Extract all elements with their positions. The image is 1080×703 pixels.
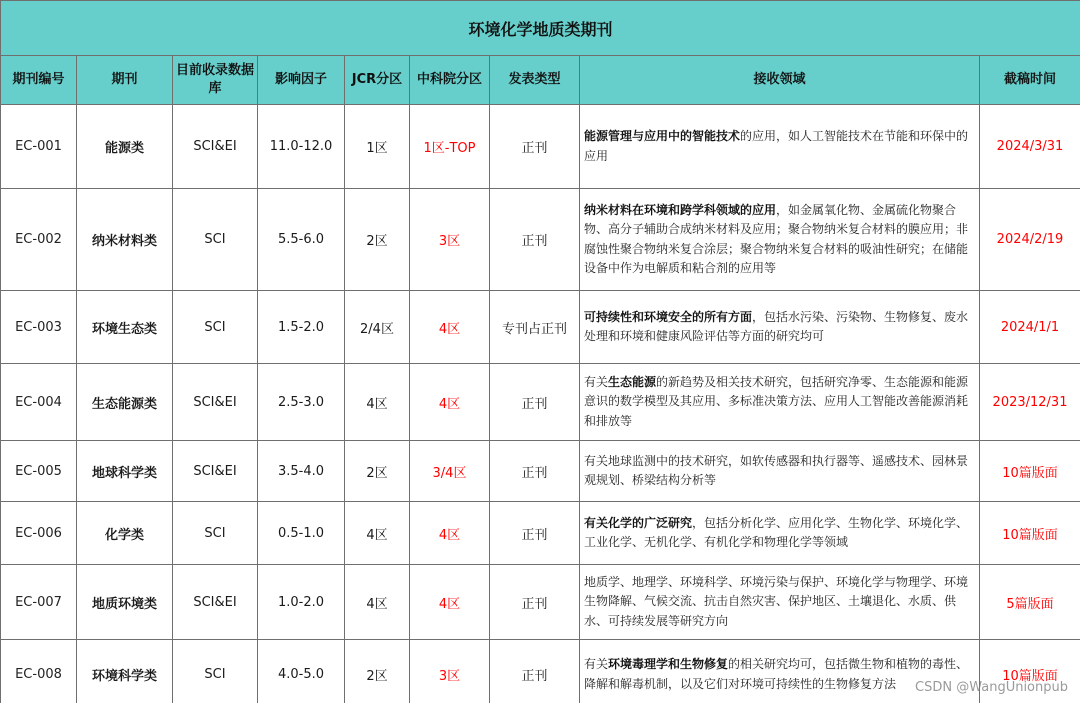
header-database: 目前收录数据库	[173, 56, 258, 105]
table-row	[1, 291, 1080, 364]
table-row	[1, 640, 1080, 703]
cell-scope	[580, 364, 980, 441]
cell-deadline: 5篇版面	[980, 565, 1080, 640]
scope-text: 的新趋势及相关技术研究，包括研究净零、生态能源和能源意识的数学模型及其应用、多标准决策方法、应用人工智能改善能源消耗和排放等	[584, 374, 969, 428]
scope-text: ，包括分析化学、应用化学、生物化学、环境化学、工业化学、无机化学、有机化学和物理化学等领域	[584, 515, 969, 549]
cell-scope	[580, 502, 980, 565]
cell-impact: 2.5-3.0	[258, 364, 345, 441]
cell-jcr: 1区	[345, 105, 410, 189]
scope-highlight: 有关化学的广泛研究	[584, 515, 693, 530]
cell-impact: 11.0-12.0	[258, 105, 345, 189]
table-row	[1, 441, 1080, 502]
scope-highlight: 环境毒理学和生物修复	[608, 657, 729, 671]
scope-highlight: 纳米材料在环境和跨学科领域的应用	[584, 202, 777, 217]
header-deadline: 截稿时间	[980, 56, 1080, 105]
cell-deadline: 2023/12/31	[980, 364, 1080, 441]
watermark-text: CSDN @WangUnionpub	[915, 680, 1068, 695]
cell-jcr: 2/4区	[345, 291, 410, 364]
table-row	[1, 105, 1080, 189]
cell-jcr: 4区	[345, 502, 410, 565]
cell-journal: 纳米材料类	[77, 189, 173, 291]
cell-journal: 生态能源类	[77, 364, 173, 441]
cell-id: EC-006	[1, 502, 77, 565]
cell-impact: 0.5-1.0	[258, 502, 345, 565]
cell-pubtype: 正刊	[490, 640, 580, 703]
cell-scope	[580, 565, 980, 640]
cell-database: SCI	[173, 291, 258, 364]
cell-jcr: 2区	[345, 640, 410, 703]
table-row	[1, 189, 1080, 291]
cell-jcr: 4区	[345, 565, 410, 640]
cell-id: EC-005	[1, 441, 77, 502]
header-scope: 接收领域	[580, 56, 980, 105]
cell-pubtype: 正刊	[490, 189, 580, 291]
cell-scope	[580, 291, 980, 364]
cell-deadline: 10篇版面	[980, 441, 1080, 502]
cell-journal: 环境生态类	[77, 291, 173, 364]
header-cas: 中科院分区	[410, 56, 490, 105]
scope-text: 地质学、地理学、环境科学、环境污染与保护、环境化学与物理学、环境生物降解、气候交流、抗击自然灾害、保护地区、土壤退化、水质、供水、可持续发展等研究方向	[584, 574, 969, 628]
cell-pubtype: 正刊	[490, 364, 580, 441]
cell-scope	[580, 441, 980, 502]
cell-impact: 5.5-6.0	[258, 189, 345, 291]
cell-impact: 3.5-4.0	[258, 441, 345, 502]
table-row	[1, 364, 1080, 441]
scope-highlight: 生态能源	[608, 374, 657, 389]
cell-deadline: 10篇版面	[980, 640, 1080, 703]
cell-deadline: 2024/3/31	[980, 105, 1080, 189]
scope-highlight: 可持续性和环境安全的所有方面	[584, 309, 753, 324]
cell-cas: 4区	[410, 565, 490, 640]
cell-id: EC-002	[1, 189, 77, 291]
scope-text: 有关地球监测中的技术研究，如软传感器和执行器等、遥感技术、园林景观规划、桥梁结构分析等	[584, 453, 969, 487]
cell-scope	[580, 640, 980, 703]
scope-prefix: 有关	[584, 657, 609, 671]
cell-id: EC-004	[1, 364, 77, 441]
header-journal: 期刊	[77, 56, 173, 105]
header-impact: 影响因子	[258, 56, 345, 105]
cell-database: SCI	[173, 502, 258, 565]
cell-database: SCI&EI	[173, 441, 258, 502]
cell-pubtype: 正刊	[490, 441, 580, 502]
scope-text: ，包括水污染、污染物、生物修复、废水处理和环境和健康风险评估等方面的研究均可	[584, 309, 969, 343]
header-id: 期刊编号	[1, 56, 77, 105]
cell-jcr: 2区	[345, 189, 410, 291]
header-row	[1, 56, 1080, 105]
cell-database: SCI	[173, 189, 258, 291]
cell-journal: 地质环境类	[77, 565, 173, 640]
cell-impact: 4.0-5.0	[258, 640, 345, 703]
table-row	[1, 565, 1080, 640]
cell-database: SCI	[173, 640, 258, 703]
cell-cas: 4区	[410, 502, 490, 565]
cell-cas: 3区	[410, 640, 490, 703]
cell-journal: 环境科学类	[77, 640, 173, 703]
cell-impact: 1.0-2.0	[258, 565, 345, 640]
cell-cas: 4区	[410, 364, 490, 441]
cell-cas: 3/4区	[410, 441, 490, 502]
header-jcr: JCR分区	[345, 56, 410, 105]
table-title: 环境化学地质类期刊	[1, 1, 1080, 56]
cell-deadline: 10篇版面	[980, 502, 1080, 565]
table-row	[1, 502, 1080, 565]
cell-pubtype: 正刊	[490, 502, 580, 565]
scope-prefix: 有关	[584, 374, 609, 389]
cell-database: SCI&EI	[173, 565, 258, 640]
cell-cas: 4区	[410, 291, 490, 364]
cell-scope	[580, 105, 980, 189]
cell-journal: 化学类	[77, 502, 173, 565]
cell-id: EC-001	[1, 105, 77, 189]
cell-impact: 1.5-2.0	[258, 291, 345, 364]
cell-deadline: 2024/2/19	[980, 189, 1080, 291]
cell-id: EC-003	[1, 291, 77, 364]
header-pubtype: 发表类型	[490, 56, 580, 105]
cell-cas: 1区-TOP	[410, 105, 490, 189]
cell-pubtype: 正刊	[490, 565, 580, 640]
cell-deadline: 2024/1/1	[980, 291, 1080, 364]
cell-id: EC-008	[1, 640, 77, 703]
scope-highlight: 能源管理与应用中的智能技术	[584, 129, 741, 143]
cell-pubtype: 专刊占正刊	[490, 291, 580, 364]
cell-database: SCI&EI	[173, 105, 258, 189]
cell-journal: 能源类	[77, 105, 173, 189]
cell-jcr: 2区	[345, 441, 410, 502]
scope-text: 的应用，如人工智能技术在节能和环保中的应用	[584, 129, 969, 163]
cell-database: SCI&EI	[173, 364, 258, 441]
cell-jcr: 4区	[345, 364, 410, 441]
scope-text: 的相关研究均可，包括微生物和植物的毒性、降解和解毒机制，以及它们对环境可持续性的生物修复方法	[584, 657, 969, 691]
cell-pubtype: 正刊	[490, 105, 580, 189]
cell-cas: 3区	[410, 189, 490, 291]
cell-journal: 地球科学类	[77, 441, 173, 502]
cell-scope	[580, 189, 980, 291]
scope-text: ，如金属氧化物、金属硫化物聚合物、高分子辅助合成纳米材料及应用；聚合物纳米复合材料的膜应用；非腐蚀性聚合物纳米复合涂层；聚合物纳米复合材料的吸油性研究；在储能设备中作为电解质和粘合剂的应用等	[584, 202, 969, 275]
cell-id: EC-007	[1, 565, 77, 640]
